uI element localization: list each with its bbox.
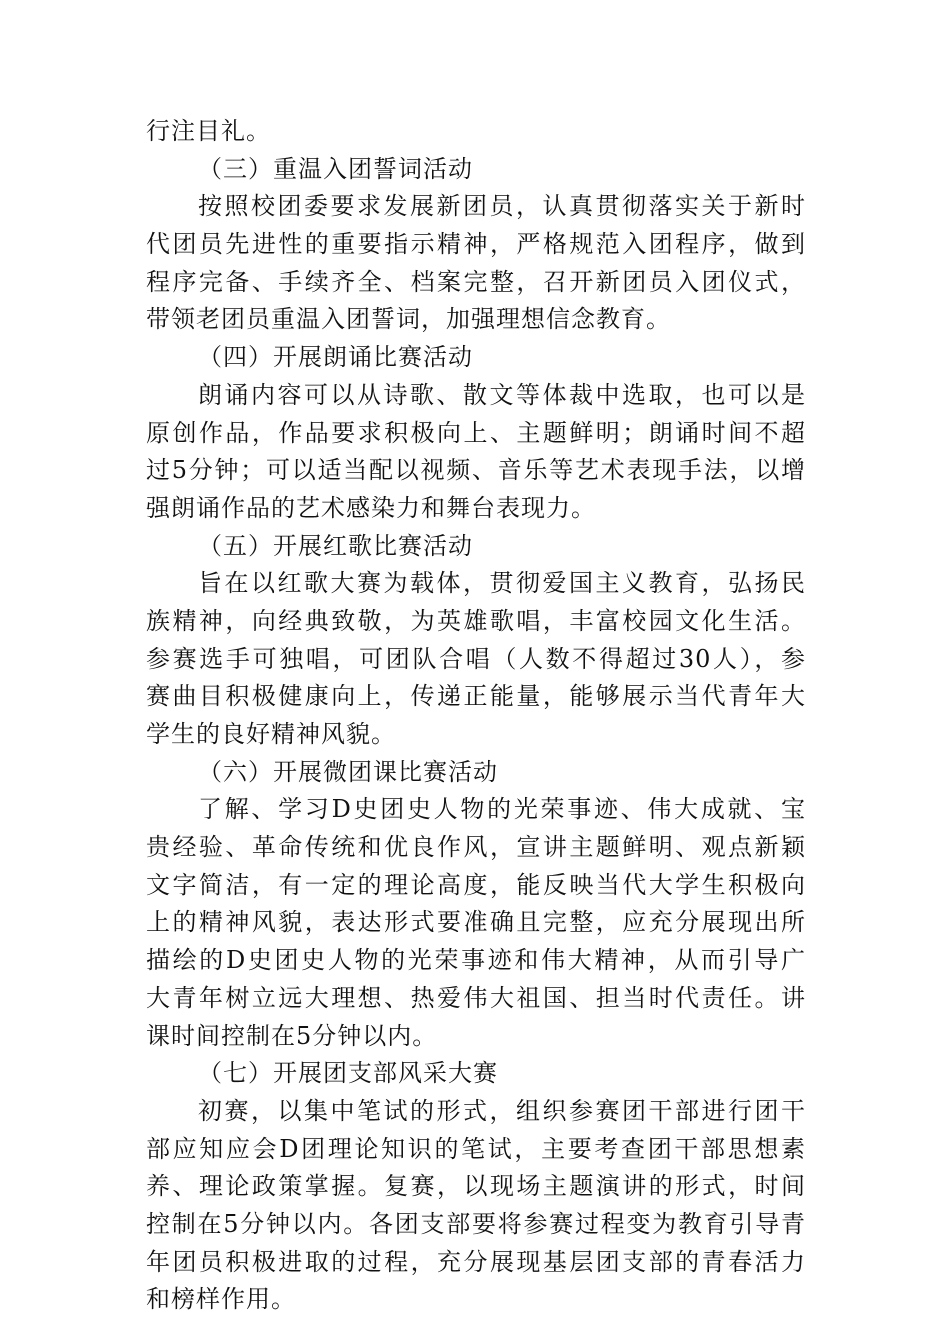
- paragraph-line: 大青年树立远大理想、热爱伟大祖国、担当时代责任。讲: [146, 983, 806, 1012]
- paragraph-line: 描绘的D史团史人物的光荣事迹和伟大精神，从而引导广: [146, 946, 806, 975]
- document-body: [146, 113, 806, 1319]
- section-heading: （六）开展微团课比赛活动: [198, 757, 498, 786]
- paragraph-line: 学生的良好精神风貌。: [146, 720, 396, 748]
- paragraph-line: 年团员积极进取的过程，充分展现基层团支部的青春活力: [146, 1247, 806, 1276]
- paragraph-line: 参赛选手可独唱，可团队合唱（人数不得超过30人），参: [146, 644, 806, 673]
- paragraph-line: 过5分钟；可以适当配以视频、音乐等艺术表现手法，以增: [146, 456, 806, 485]
- paragraph-line: 了解、学习D史团史人物的光荣事迹、伟大成就、宝: [198, 795, 806, 824]
- paragraph: [146, 1093, 806, 1319]
- paragraph-line: 带领老团员重温入团誓词，加强理想信念教育。: [146, 305, 671, 334]
- paragraph-line: 养、理论政策掌握。复赛，以现场主题演讲的形式，时间: [146, 1172, 806, 1201]
- paragraph-line: 贵经验、革命传统和优良作风，宣讲主题鲜明、观点新颖: [146, 833, 806, 862]
- section-heading: （四）开展朗诵比赛活动: [198, 343, 473, 372]
- paragraph-line: 初赛，以集中笔试的形式，组织参赛团干部进行团干: [198, 1096, 806, 1125]
- paragraph-line: 旨在以红歌大赛为载体，贯彻爱国主义教育，弘扬民: [198, 569, 806, 598]
- paragraph-line: 行注目礼。: [146, 117, 271, 145]
- section-heading: （五）开展红歌比赛活动: [198, 531, 473, 560]
- paragraph: [146, 188, 806, 339]
- paragraph-line: 控制在5分钟以内。各团支部要将参赛过程变为教育引导青: [146, 1209, 806, 1238]
- paragraph-line: 按照校团委要求发展新团员，认真贯彻落实关于新时: [198, 192, 806, 221]
- paragraph-line: 强朗诵作品的艺术感染力和舞台表现力。: [146, 493, 596, 522]
- paragraph-line: 课时间控制在5分钟以内。: [146, 1021, 438, 1050]
- section-heading: （三）重温入团誓词活动: [198, 154, 473, 183]
- paragraph-line: 朗诵内容可以从诗歌、散文等体裁中选取，也可以是: [198, 380, 806, 409]
- paragraph: [146, 565, 806, 753]
- paragraph-line: 族精神，向经典致敬，为英雄歌唱，丰富校园文化生活。: [146, 606, 806, 635]
- paragraph-line: 部应知应会D团理论知识的笔试，主要考查团干部思想素: [146, 1134, 806, 1163]
- paragraph: [146, 377, 806, 528]
- paragraph-line: 原创作品，作品要求积极向上、主题鲜明；朗诵时间不超: [146, 418, 806, 447]
- paragraph-line: 文字简洁，有一定的理论高度，能反映当代大学生积极向: [146, 870, 806, 899]
- paragraph-line: 程序完备、手续齐全、档案完整，召开新团员入团仪式，: [146, 267, 806, 296]
- paragraph-line: 赛曲目积极健康向上，传递正能量，能够展示当代青年大: [146, 682, 806, 711]
- section-heading: （七）开展团支部风采大赛: [198, 1059, 498, 1088]
- paragraph-line: 上的精神风貌，表达形式要准确且完整，应充分展现出所: [146, 908, 806, 937]
- paragraph-line: 和榜样作用。: [146, 1285, 296, 1314]
- paragraph: [146, 113, 806, 151]
- paragraph-line: 代团员先进性的重要指示精神，严格规范入团程序，做到: [146, 230, 806, 259]
- paragraph: [146, 791, 806, 1055]
